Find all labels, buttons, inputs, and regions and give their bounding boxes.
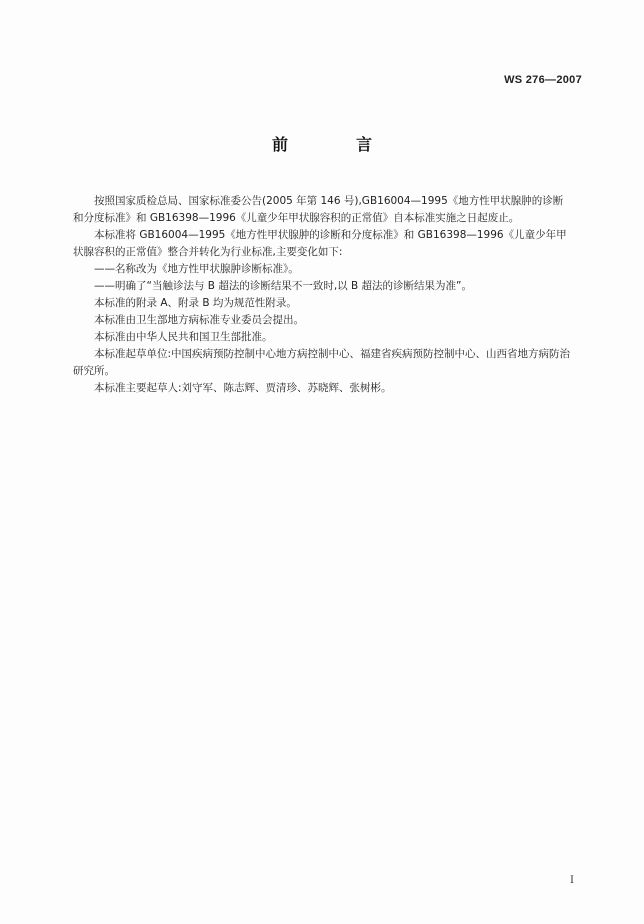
foreword-body: [73, 193, 573, 397]
paragraph-appendices: 本标准的附录 A、附录 B 均为规范性附录。: [94, 297, 297, 309]
page-title: 前 言: [271, 135, 398, 154]
paragraph-proposed-by: 本标准由卫生部地方病标准专业委员会提出。: [94, 314, 304, 326]
paragraph-drafters: 本标准主要起草人:刘守军、陈志辉、贾清珍、苏晓辉、张树彬。: [94, 382, 392, 394]
paragraph-drafting-units: 本标准起草单位:中国疾病预防控制中心地方病控制中心、福建省疾病预防控制中心、山西省地方病防治研究所。: [73, 348, 571, 377]
paragraph-integration: 本标准将 GB16004—1995《地方性甲状腺肿的诊断和分度标准》和 GB16398—1996《儿童少年甲状腺容积的正常值》整合并转化为行业标准,主要变化如下:: [73, 229, 567, 258]
page-number: I: [570, 875, 574, 886]
paragraph-change-name: ——名称改为《地方性甲状腺肿诊断标准》。: [94, 263, 299, 275]
document-code: WS 276—2007: [504, 74, 582, 86]
paragraph-approved-by: 本标准由中华人民共和国卫生部批准。: [94, 331, 273, 343]
paragraph-abolition-notice: 按照国家质检总局、国家标准委公告(2005 年第 146 号),GB16004—1995《地方性甲状腺肿的诊断和分度标准》和 GB16398—1996《儿童少年甲状腺容积的正常值》自本标准实施之日起废止。: [73, 195, 564, 224]
paragraph-change-ultrasound: ——明确了“当触诊法与 B 超法的诊断结果不一致时,以 B 超法的诊断结果为准”。: [94, 280, 472, 292]
